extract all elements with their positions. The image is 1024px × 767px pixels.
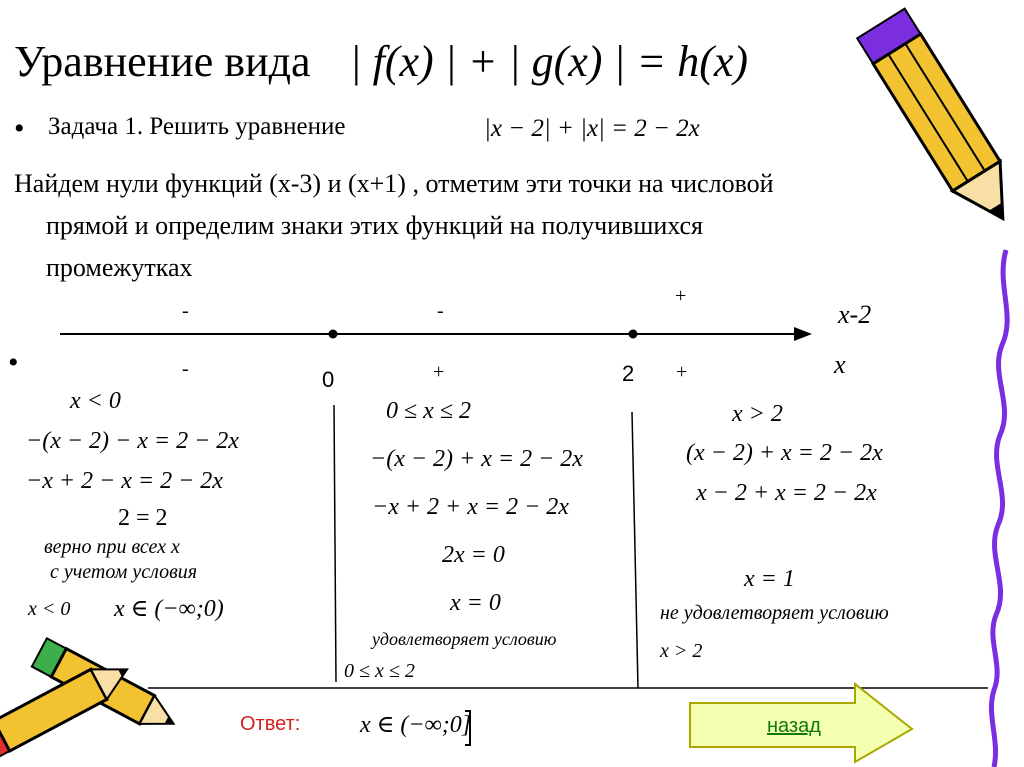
point-2-dot	[629, 330, 638, 339]
case3-condition: x > 2	[732, 401, 783, 427]
case1-eq1: −(x − 2) − x = 2 − 2x	[26, 428, 239, 454]
pencil-icon	[857, 9, 1024, 234]
row2-sign-2: +	[433, 361, 445, 383]
case3-note: не удовлетворяет условию	[660, 602, 889, 624]
case1-result: x ∈ (−∞;0)	[114, 596, 224, 622]
case2-cond-repeat: 0 ≤ x ≤ 2	[344, 660, 415, 682]
case1-cond-repeat: x < 0	[28, 598, 71, 620]
case2-eq2: −x + 2 + x = 2 − 2x	[372, 494, 569, 520]
task-text: Задача 1. Решить уравнение	[48, 113, 346, 140]
row2-label: x	[834, 350, 846, 379]
case2-eq4: x = 0	[450, 590, 501, 616]
case2-eq1: −(x − 2) + x = 2 − 2x	[370, 446, 583, 472]
divider-1	[334, 405, 336, 682]
case1-note2: с учетом условия	[50, 561, 198, 583]
number-line	[60, 327, 812, 341]
case1-note1: верно при всех x	[44, 536, 180, 558]
case2-condition: 0 ≤ x ≤ 2	[386, 398, 471, 424]
answer-value: x ∈ (−∞;0]	[360, 712, 472, 738]
row1-sign-1: -	[182, 300, 189, 322]
point-0-label: 0	[322, 367, 335, 392]
case3-cond-repeat: x > 2	[660, 640, 703, 662]
row2-sign-1: -	[182, 358, 189, 380]
row2-sign-3: +	[676, 361, 688, 383]
case2-note: удовлетворяет условию	[372, 629, 557, 649]
intro-line-2: прямой и определим знаки этих функций на получившихся	[46, 211, 704, 240]
task-bullet: •	[14, 112, 25, 145]
back-link[interactable]: назад	[767, 715, 821, 737]
title-formula: | f(x) | + | g(x) | = h(x)	[349, 37, 749, 86]
row1-sign-3: +	[675, 285, 687, 307]
case1-condition: x < 0	[70, 388, 121, 414]
case1-eq3: 2 = 2	[118, 505, 168, 531]
pencils-icon	[0, 638, 181, 762]
divider-2	[632, 412, 638, 688]
title-prefix: Уравнение вида	[14, 37, 311, 86]
case2-eq3: 2x = 0	[442, 542, 505, 568]
answer-label: Ответ:	[240, 713, 301, 735]
row1-label: x-2	[838, 300, 872, 329]
point-0-dot	[329, 330, 338, 339]
case3-eq3: x = 1	[744, 566, 795, 592]
case1-eq2: −x + 2 − x = 2 − 2x	[26, 468, 223, 494]
wavy-border	[991, 250, 1007, 767]
point-2-label: 2	[622, 361, 635, 386]
case3-eq2: x − 2 + x = 2 − 2x	[696, 480, 877, 506]
intro-line-3: промежутках	[46, 253, 193, 282]
row1-sign-2: -	[437, 300, 444, 322]
case3-eq1: (x − 2) + x = 2 − 2x	[686, 440, 883, 466]
line-bullet: •	[8, 346, 19, 379]
task-equation: |x − 2| + |x| = 2 − 2x	[484, 115, 700, 142]
intro-line-1: Найдем нули функций (x-3) и (x+1) , отметим эти точки на числовой	[14, 169, 774, 198]
